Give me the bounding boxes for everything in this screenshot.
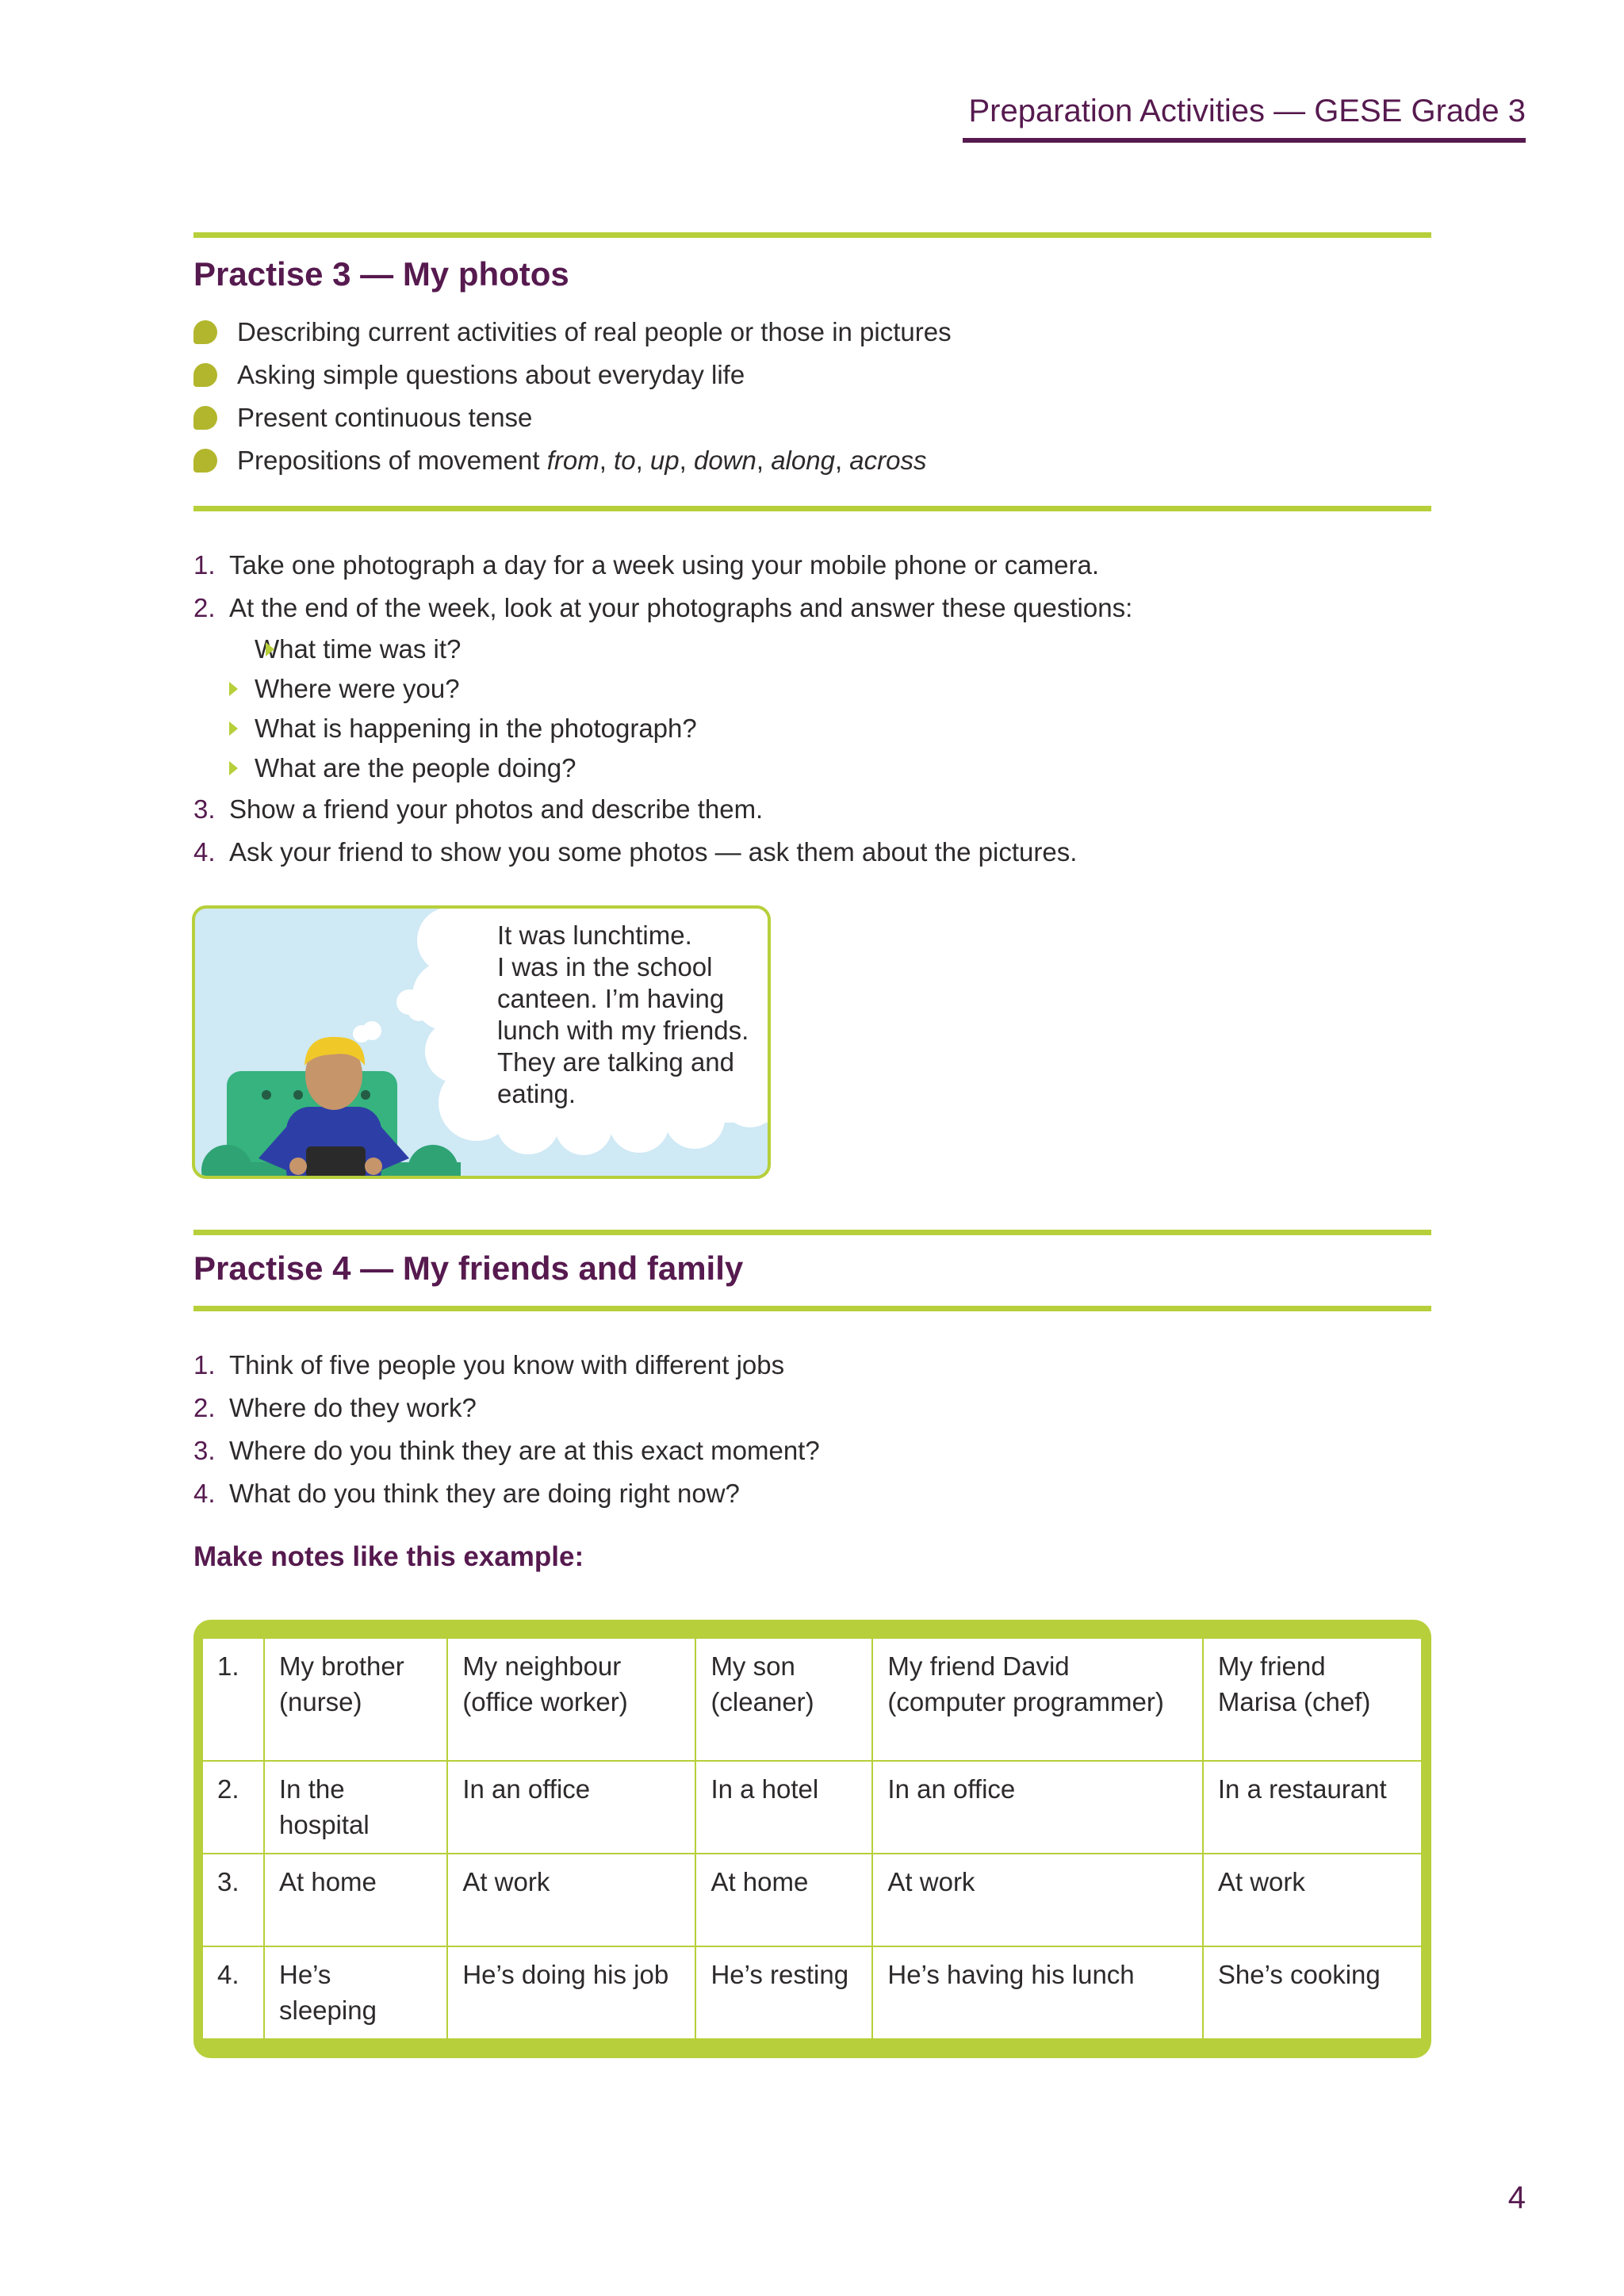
step-item: 1. Think of five people you know with different jobs xyxy=(193,1350,785,1380)
question-item: What is happening in the photograph? xyxy=(229,709,1132,748)
table-cell: In an office xyxy=(447,1761,695,1854)
table-cell: In the hospital xyxy=(264,1761,447,1854)
step-item: 4. What do you think they are doing right now? xyxy=(193,1479,740,1508)
table-cell: My friend David (computer programmer) xyxy=(872,1638,1202,1761)
triangle-bullet-icon xyxy=(229,682,238,696)
table-cell: At home xyxy=(695,1854,872,1946)
step-item: 2. At the end of the week, look at your photographs and answer these questions: What time was it? Where were you? What is happening in the photograph? What are the people doing? xyxy=(193,587,1132,788)
row-number: 2. xyxy=(202,1761,264,1854)
step-item: 1. Take one photograph a day for a week using your mobile phone or camera. xyxy=(193,550,1100,580)
table-cell: My brother (nurse) xyxy=(264,1638,447,1761)
section-divider xyxy=(193,232,1431,238)
row-number: 3. xyxy=(202,1854,264,1946)
table-cell: My neighbour (office worker) xyxy=(447,1638,695,1761)
objective-item: Describing current activities of real people or those in pictures xyxy=(193,311,952,354)
objective-item: Present continuous tense xyxy=(193,396,952,439)
table-row xyxy=(202,1854,1422,1946)
question-list xyxy=(229,629,1132,788)
practise3-title: Practise 3 — My photos xyxy=(193,255,569,293)
speech-bullet-icon xyxy=(193,320,217,344)
table-cell: In an office xyxy=(872,1761,1202,1854)
header-underline xyxy=(963,138,1526,143)
speech-bullet-icon xyxy=(193,449,217,473)
row-number: 4. xyxy=(202,1946,264,2039)
step-item: 3. Where do you think they are at this exact moment? xyxy=(193,1436,820,1465)
table-cell: He’s doing his job xyxy=(447,1946,695,2039)
table-cell: He’s having his lunch xyxy=(872,1946,1202,2039)
table-cell: He’s resting xyxy=(695,1946,872,2039)
table-cell: In a hotel xyxy=(695,1761,872,1854)
section-divider xyxy=(193,1306,1431,1311)
speech-bubble-text: It was lunchtime. I was in the school canteen. I’m having lunch with my friends. They are talking and eating. xyxy=(497,920,749,1108)
notes-label: Make notes like this example: xyxy=(193,1541,584,1572)
speech-bullet-icon xyxy=(193,363,217,387)
table-cell: My friend Marisa (chef) xyxy=(1203,1638,1422,1761)
table-cell: At work xyxy=(447,1854,695,1946)
page-header-title: Preparation Activities — GESE Grade 3 xyxy=(968,94,1526,128)
example-notes-table xyxy=(201,1637,1423,2040)
table-cell: He’s sleeping xyxy=(264,1946,447,2039)
row-number: 1. xyxy=(202,1638,264,1761)
speech-bullet-icon xyxy=(193,406,217,430)
practise4-title: Practise 4 — My friends and family xyxy=(193,1249,744,1287)
table-cell: At work xyxy=(872,1854,1202,1946)
table-row xyxy=(202,1761,1422,1854)
table-cell: At home xyxy=(264,1854,447,1946)
step-item: 3. Show a friend your photos and describe them. xyxy=(193,794,764,824)
table-cell: She’s cooking xyxy=(1203,1946,1422,2039)
step-item: 2. Where do they work? xyxy=(193,1393,477,1422)
table-cell: In a restaurant xyxy=(1203,1761,1422,1854)
page-number: 4 xyxy=(1507,2180,1526,2215)
objective-item: Asking simple questions about everyday life xyxy=(193,354,952,396)
example-table-frame xyxy=(193,1620,1431,2058)
step-item: 4. Ask your friend to show you some photos — ask them about the pictures. xyxy=(193,837,1078,867)
table-cell: My son (cleaner) xyxy=(695,1638,872,1761)
section-divider xyxy=(193,1230,1431,1235)
triangle-bullet-icon xyxy=(229,721,238,736)
practise3-objectives xyxy=(193,311,952,482)
table-cell: At work xyxy=(1203,1854,1422,1946)
triangle-bullet-icon xyxy=(266,642,274,656)
question-item: Where were you? xyxy=(229,669,1132,709)
section-divider xyxy=(193,506,1431,511)
triangle-bullet-icon xyxy=(229,761,238,775)
illustration-panel xyxy=(192,905,771,1179)
question-item: What are the people doing? xyxy=(229,748,1132,788)
objective-item: Prepositions of movement from, to, up, down, along, across xyxy=(193,439,952,482)
practise3-steps xyxy=(193,544,1132,874)
practise4-steps xyxy=(193,1344,820,1515)
table-row xyxy=(202,1946,1422,2039)
table-row xyxy=(202,1638,1422,1761)
question-item: What time was it? xyxy=(255,634,462,664)
